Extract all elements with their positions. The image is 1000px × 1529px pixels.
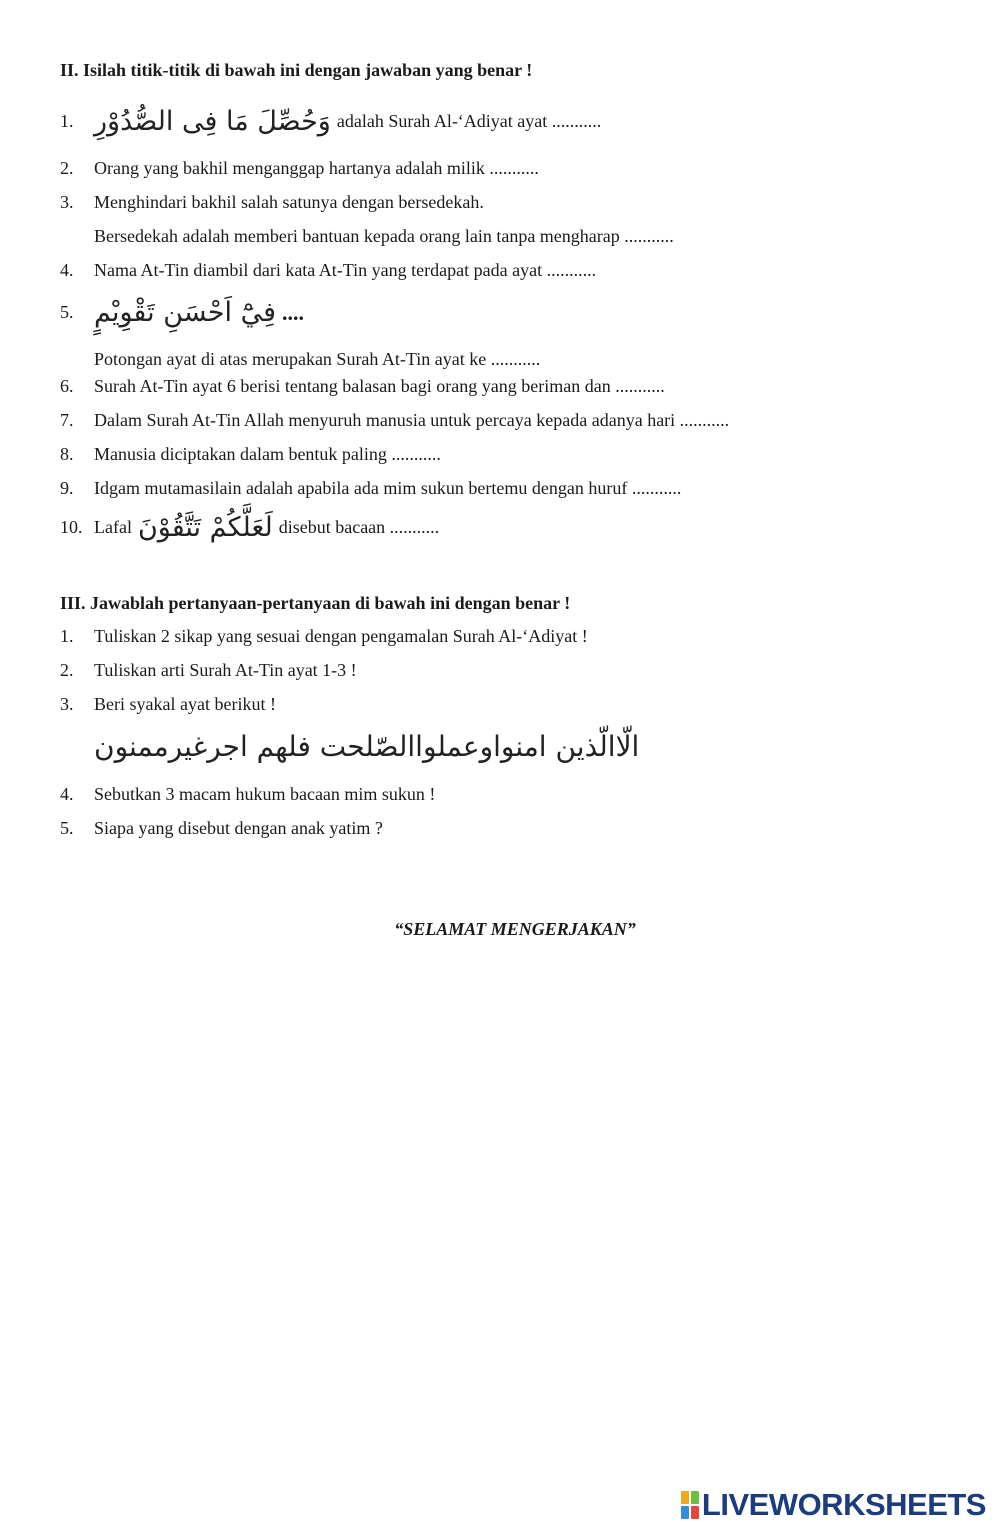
s2-question-5-continuation: Potongan ayat di atas merupakan Surah At-Tin ayat ke ........... xyxy=(94,349,541,369)
liveworksheets-logo xyxy=(681,1487,986,1523)
arabic-verse: وَحُصِّلَ مَا فِى الصُّدُوْرِ xyxy=(94,106,331,137)
s3-question-3 xyxy=(60,694,276,715)
logo-square-3 xyxy=(681,1506,689,1519)
s2-question-7 xyxy=(60,410,729,431)
question-number: 2. xyxy=(60,660,74,680)
logo-square-4 xyxy=(691,1506,699,1519)
question-text: Siapa yang disebut dengan anak yatim ? xyxy=(94,818,383,838)
s2-question-8 xyxy=(60,444,441,465)
question-text: Dalam Surah At-Tin Allah menyuruh manusia untuk percaya kepada adanya hari ........... xyxy=(94,410,730,430)
question-number: 3. xyxy=(60,192,74,212)
question-text: Nama At-Tin diambil dari kata At-Tin yang terdapat pada ayat ........... xyxy=(94,260,597,280)
s3-question-2 xyxy=(60,660,357,681)
section-2-title: II. Isilah titik-titik di bawah ini dengan jawaban yang benar ! xyxy=(60,60,533,80)
question-number: 1. xyxy=(60,626,74,646)
question-number: 3. xyxy=(60,694,74,714)
question-text: Surah At-Tin ayat 6 berisi tentang balasan bagi orang yang beriman dan ........... xyxy=(94,376,665,396)
arabic-verse: لَعَلَّكُمْ تَتَّقُوْنَ xyxy=(137,512,273,543)
brand-name: LIVEWORKSHEETS xyxy=(701,1487,986,1522)
question-number: 4. xyxy=(60,260,74,280)
s2-question-10 xyxy=(60,512,439,543)
logo-square-1 xyxy=(681,1491,689,1504)
question-text: Orang yang bakhil menganggap hartanya adalah milik ........... xyxy=(94,158,539,178)
s2-question-6 xyxy=(60,376,665,397)
question-number: 2. xyxy=(60,158,74,178)
question-text: adalah Surah Al-‘Adiyat ayat ........... xyxy=(336,111,602,131)
arabic-verse-to-vocalize: الّاالّذين امنواوعملواالصّلحت فلهم اجرغيرممنون xyxy=(94,730,640,763)
question-number: 6. xyxy=(60,376,74,396)
question-number: 8. xyxy=(60,444,74,464)
s2-question-3-continuation: Bersedekah adalah memberi bantuan kepada orang lain tanpa mengharap ........... xyxy=(94,226,674,246)
s3-question-4 xyxy=(60,784,435,805)
question-text: Manusia diciptakan dalam bentuk paling ........... xyxy=(94,444,441,464)
closing-message: “SELAMAT MENGERJAKAN” xyxy=(394,919,636,939)
question-number: 4. xyxy=(60,784,74,804)
s2-question-5 xyxy=(60,297,304,328)
question-text: .... xyxy=(282,299,305,325)
s2-question-9 xyxy=(60,478,681,499)
question-text: Beri syakal ayat berikut ! xyxy=(94,694,276,714)
question-number: 9. xyxy=(60,478,74,498)
s3-question-1 xyxy=(60,626,588,647)
s3-question-5 xyxy=(60,818,383,839)
section-3-title: III. Jawablah pertanyaan-pertanyaan di bawah ini dengan benar ! xyxy=(60,593,571,613)
question-number: 10. xyxy=(60,517,83,537)
s2-question-2 xyxy=(60,158,539,179)
question-text: Tuliskan arti Surah At-Tin ayat 1-3 ! xyxy=(94,660,357,680)
brand-logo-icon xyxy=(681,1491,699,1519)
logo-square-2 xyxy=(691,1491,699,1504)
question-number: 1. xyxy=(60,111,74,131)
question-text: Sebutkan 3 macam hukum bacaan mim sukun ! xyxy=(94,784,436,804)
s2-question-1 xyxy=(60,106,601,137)
question-text: Idgam mutamasilain adalah apabila ada mim sukun bertemu dengan huruf ........... xyxy=(94,478,682,498)
question-text: Menghindari bakhil salah satunya dengan bersedekah. xyxy=(94,192,484,212)
s2-question-4 xyxy=(60,260,596,281)
question-prefix: Lafal xyxy=(94,517,132,537)
question-text: Tuliskan 2 sikap yang sesuai dengan pengamalan Surah Al-‘Adiyat ! xyxy=(94,626,588,646)
question-number: 5. xyxy=(60,818,74,838)
question-number: 7. xyxy=(60,410,74,430)
s2-question-3 xyxy=(60,192,484,213)
question-text: disebut bacaan ........... xyxy=(278,517,440,537)
arabic-verse: فِيْٓ اَحْسَنِ تَقْوِيْمٍ xyxy=(94,297,277,328)
question-number: 5. xyxy=(60,302,74,322)
